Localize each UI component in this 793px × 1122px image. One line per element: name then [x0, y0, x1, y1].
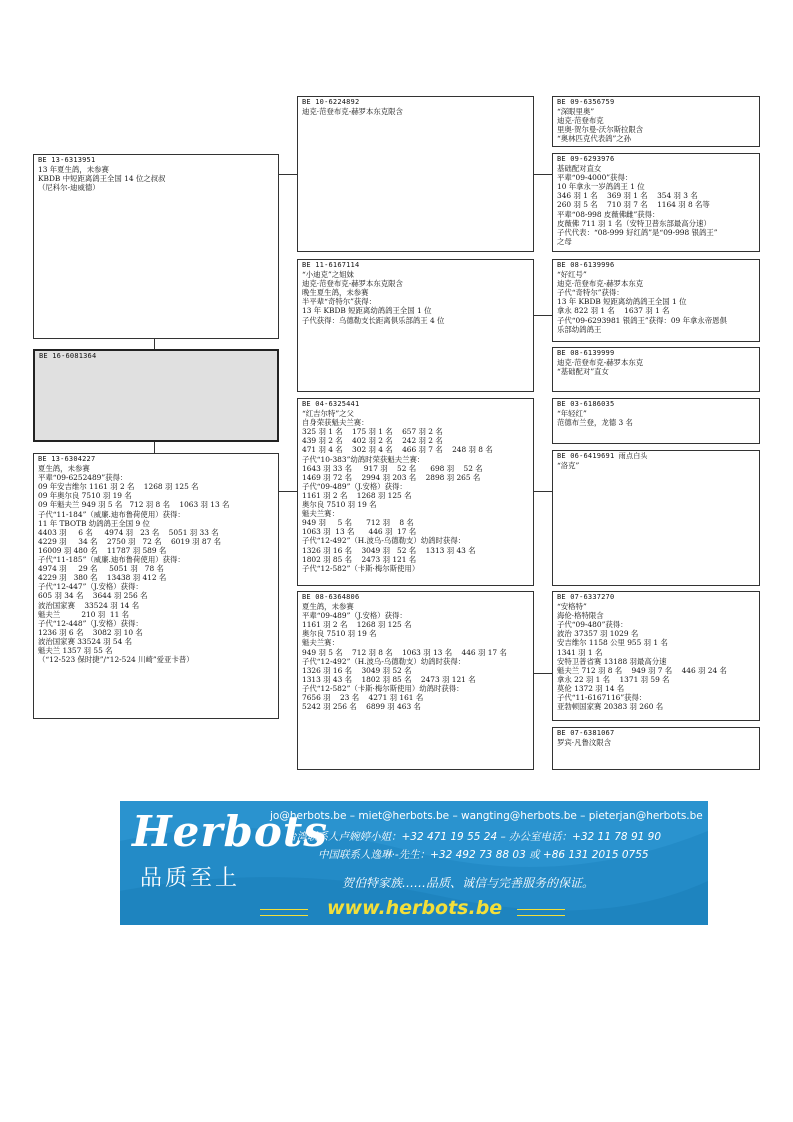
pedigree-line: 波治国家赛 33524 羽 14 名 — [38, 600, 140, 610]
ggp-box-8 — [552, 727, 760, 770]
ring-number: BE 13-6313951 — [38, 156, 96, 164]
pedigree-line: 拿永 22 羽 1 名 1371 羽 59 名 — [557, 674, 670, 684]
pedigree-line: 奥尔良 7510 羽 19 名 — [302, 500, 377, 510]
pedigree-line: 605 羽 34 名 3644 羽 256 名 — [38, 591, 148, 601]
china-contact: 中国联系人逸琳·-先生：+32 492 73 88 03 或 +86 131 2015 0755 — [318, 849, 649, 861]
pedigree-line: 皮薇佛 711 羽 1 名（安特卫普东部最高分速） — [557, 218, 711, 228]
pedigree-line: 13 年 KBDB 短距离幼鸽鸽王全国 1 位 — [557, 297, 687, 307]
pedigree-line: 7656 羽 23 名 4271 羽 161 名 — [302, 693, 424, 703]
pedigree-line: 半平辈“奇特尔”获得： — [302, 297, 377, 307]
pedigree-line: 1341 羽 1 名 — [557, 647, 603, 657]
pedigree-line: 1326 羽 16 名 3049 羽 52 名 — [302, 665, 412, 675]
pedigree-line: 1802 羽 85 名 2473 羽 121 名 — [302, 554, 417, 564]
pedigree-line: 子代“12-582”（卡斯·梅尔斯使用） — [302, 563, 420, 573]
sire-sire-box — [297, 96, 534, 252]
decorative-lines-right — [517, 909, 565, 916]
dam-sire-box — [297, 398, 534, 586]
pedigree-line: 子代“09-489”（J.安格）获得： — [302, 481, 407, 491]
pedigree-line: 魁夫兰 1357 羽 55 名 — [38, 645, 113, 655]
taiwan-contact: 台湾联系人卢婉婷小姐：+32 471 19 55 24 – 办公室电话：+32 11 78 91 90 — [286, 831, 662, 843]
pedigree-line: 949 羽 5 名 712 羽 8 名 — [302, 518, 414, 528]
pedigree-line: 拿永 822 羽 1 名 1637 羽 1 名 — [557, 306, 670, 316]
connector — [534, 315, 552, 316]
dam-dam-box — [297, 591, 534, 770]
ggp-box-3 — [552, 259, 760, 342]
pedigree-line: 莫伦 1372 羽 14 名 — [557, 683, 625, 693]
pedigree-line: 4403 羽 6 名 4974 羽 23 名 5051 羽 33 名 — [38, 527, 219, 537]
pedigree-line: “红吉尔特”之父 — [302, 409, 354, 419]
ring-number: BE 07-6337270 — [557, 593, 615, 601]
pedigree-line: 魁夫兰赛： — [302, 638, 339, 648]
connector — [534, 174, 552, 175]
pedigree-line: 325 羽 1 名 175 羽 1 名 657 羽 2 名 — [302, 427, 443, 437]
pedigree-line: 1063 羽 13 名 446 羽 17 名 — [302, 527, 417, 537]
pedigree-line: 魁夫兰 712 羽 8 名 949 羽 7 名 446 羽 24 名 — [557, 665, 727, 675]
pedigree-line: 4974 羽 29 名 5051 羽 78 名 — [38, 564, 164, 574]
pedigree-line: KBDB 中短距离鸽王全国 14 位之叔叔 — [38, 174, 166, 184]
pedigree-line: 平辈“09-6252489”获得： — [38, 473, 128, 483]
pedigree-line: 子代“12-447”（J.安格）获得： — [38, 582, 143, 592]
ring-number: BE 11-6167114 — [302, 261, 360, 269]
connector — [534, 491, 552, 492]
pedigree-line: 09 年魁夫兰 949 羽 5 名 712 羽 8 名 1063 羽 13 名 — [38, 500, 230, 510]
pedigree-line: 基础配对直女 — [557, 164, 602, 174]
pedigree-line: 魁夫兰 210 羽 11 名 — [38, 609, 130, 619]
pedigree-line: 1236 羽 6 名 3082 羽 10 名 — [38, 627, 143, 637]
pedigree-line: 子代“11-6167116”获得： — [557, 693, 647, 703]
pedigree-line: 夏生鸽，未参赛 — [302, 602, 354, 612]
ring-number: BE 04-6325441 — [302, 400, 360, 408]
pedigree-line: 里奥·贺尔曼-沃尔斯拉限含 — [557, 125, 644, 135]
pedigree-line: 平辈“09-489”（J.安格）获得： — [302, 611, 407, 621]
herbots-logo: Herbots — [132, 807, 328, 856]
pedigree-line: 1326 羽 16 名 3049 羽 52 名 1313 羽 43 名 — [302, 545, 476, 555]
pedigree-line: 子代“奇特尔”获得： — [557, 288, 624, 298]
pedigree-line: 子代“11-185”（威廉.迪布鲁荷使用）获得： — [38, 555, 185, 565]
pedigree-line: 罗宾·凡鲁汶限含 — [557, 738, 612, 748]
pedigree-line: “深眼里奥” — [557, 107, 595, 117]
pedigree-line: 迪克·范登布克-赫罗本东克限含 — [302, 279, 403, 289]
ring-number: BE 07-6381067 — [557, 729, 615, 737]
pedigree-line: 439 羽 2 名 402 羽 2 名 242 羽 2 名 — [302, 436, 443, 446]
ring-number: BE 08-6139996 — [557, 261, 615, 269]
pedigree-line: 10 年拿永一岁鸽鸽王 1 位 — [557, 182, 645, 192]
subject-box — [33, 349, 279, 442]
connector — [534, 673, 552, 674]
ring-number: BE 06-6419691 雨点白头 — [557, 452, 648, 460]
pedigree-line: 346 羽 1 名 369 羽 1 名 354 羽 3 名 — [557, 191, 698, 201]
ring-number: BE 09-6293976 — [557, 155, 615, 163]
pedigree-line: 13 年 KBDB 短距离幼鸽鸽王全国 1 位 — [302, 306, 432, 316]
pedigree-line: 子代“11-184”（威廉.迪布鲁荷使用）获得： — [38, 509, 185, 519]
pedigree-line: “年轻红” — [557, 409, 587, 419]
pedigree-line: 1469 羽 72 名 2994 羽 203 名 2898 羽 265 名 — [302, 472, 481, 482]
pedigree-line: 子代“12-492”（H.波乌-乌德勒支）幼鸽时获得： — [302, 656, 466, 666]
pedigree-line: 1643 羽 33 名 917 羽 52 名 698 羽 52 名 — [302, 463, 483, 473]
pedigree-line: 260 羽 5 名 710 羽 7 名 1164 羽 8 名等 — [557, 200, 710, 210]
pedigree-line: 迪克·范登布克-赫罗本东克 — [557, 358, 644, 368]
pedigree-line: 5242 羽 256 名 6899 羽 463 名 — [302, 702, 421, 712]
ggp-box-1 — [552, 96, 760, 147]
pedigree-line: 1161 羽 2 名 1268 羽 125 名 — [302, 620, 412, 630]
pedigree-line: 之母 — [557, 236, 572, 246]
ggp-box-6 — [552, 450, 760, 586]
pedigree-line: 波治国家赛 33524 羽 54 名 — [38, 636, 133, 646]
pedigree-line: 子代代表：“08-999 好红鸽”是“09-998 银鸽王” — [557, 227, 718, 237]
pedigree-line: 波治 37357 羽 1029 名 — [557, 629, 639, 639]
pedigree-line: 子代获得：乌德勒支长距离俱乐部鸽王 4 位 — [302, 315, 445, 325]
pedigree-line: 471 羽 4 名 302 羽 4 名 466 羽 7 名 248 羽 8 名 — [302, 445, 493, 455]
ring-number: BE 08-6364806 — [302, 593, 360, 601]
pedigree-line: 安吉维尔 1158 公里 955 羽 1 名 — [557, 638, 668, 648]
pedigree-line: 平辈“08-998 皮薇佛雌”获得： — [557, 209, 660, 219]
pedigree-line: 夏生鸽，未参赛 — [38, 464, 90, 474]
pedigree-line: 子代“09-480”获得： — [557, 620, 628, 630]
pedigree-line: 子代“12-448”（J.安格）获得： — [38, 618, 143, 628]
pedigree-line: 晚生夏生鸽，未参赛 — [302, 288, 369, 298]
pedigree-line: 子代“12-492”（H.波乌-乌德勒支）幼鸽时获得： — [302, 536, 466, 546]
pedigree-line: 迪克·范登布克-赫罗本东克限含 — [302, 107, 403, 117]
pedigree-line: 子代“09-6293981 银鸽王”获得：09 年拿永帝恩俱 — [557, 315, 727, 325]
banner-slogan: 品质至上 — [140, 866, 241, 891]
pedigree-line: （尼科尔-迪威德） — [38, 183, 100, 193]
pedigree-line: 奥尔良 7510 羽 19 名 — [302, 629, 377, 639]
ring-number: BE 08-6139999 — [557, 349, 615, 357]
pedigree-line: 迪克·范登布克 — [557, 116, 604, 126]
pedigree-line: “好红号” — [557, 270, 587, 280]
herbots-banner — [120, 801, 708, 925]
connector — [278, 491, 297, 492]
ring-number: BE 03-6186035 — [557, 400, 615, 408]
ggp-box-7 — [552, 591, 760, 721]
pedigree-line: 4229 羽 380 名 13438 羽 412 名 — [38, 573, 167, 583]
pedigree-line: 乐部幼鸽鸽王 — [557, 324, 602, 334]
pedigree-line: 安特卫普省赛 13188 羽最高分速 — [557, 656, 667, 666]
pedigree-line: （“12-523 保时捷”/“12-524 川崎”爱亚卡普） — [38, 655, 194, 665]
pedigree-line: 平辈“09-4000”获得： — [557, 173, 633, 183]
banner-emails[interactable]: jo@herbots.be – miet@herbots.be – wangting@herbots.be – pieterjan@herbots.be — [270, 810, 703, 822]
pedigree-line: “安格特” — [557, 602, 587, 612]
pedigree-line: 子代“10-383”幼鸽时荣获魁夫兰赛： — [302, 454, 425, 464]
sire-box — [33, 154, 279, 339]
pedigree-line: 09 年安吉维尔 1161 羽 2 名 1268 羽 125 名 — [38, 482, 199, 492]
pedigree-line: 11 年 TBOTB 幼鸽鸽王全国 9 位 — [38, 518, 150, 528]
pedigree-line: 子代“12-582”（卡斯·梅尔斯使用）幼鸽时获得： — [302, 683, 464, 693]
pedigree-line: 亚勃顿国家赛 20383 羽 260 名 — [557, 702, 664, 712]
pedigree-line: 自身荣获魁夫兰赛： — [302, 418, 369, 428]
website-link[interactable]: www.herbots.be — [327, 897, 503, 919]
pedigree-line: 949 羽 5 名 712 羽 8 名 1063 羽 13 名 446 羽 17 名 — [302, 647, 507, 657]
pedigree-line: 1313 羽 43 名 1802 羽 85 名 2473 羽 121 名 — [302, 674, 476, 684]
pedigree-line: “奥林匹克代表鸽”之孙 — [557, 134, 632, 144]
ring-number: BE 10-6224892 — [302, 98, 360, 106]
pedigree-line: 范德布兰登，龙德 3 名 — [557, 418, 633, 428]
connector — [278, 174, 297, 175]
pedigree-line: 09 年奥尔良 7510 羽 19 名 — [38, 491, 132, 501]
pedigree-line: “小迪克”之姐妹 — [302, 270, 354, 280]
pedigree-line: “基础配对”直女 — [557, 367, 609, 377]
pedigree-line: 魁夫兰赛： — [302, 509, 339, 519]
ring-number: BE 09-6356759 — [557, 98, 615, 106]
pedigree-line: 4229 羽 34 名 2750 羽 72 名 6019 羽 87 名 — [38, 536, 222, 546]
sire-dam-box — [297, 259, 534, 392]
banner-motto: 贺伯特家族……品质、诚信与完善服务的保证。 — [342, 876, 595, 890]
pedigree-line: 16009 羽 480 名 11787 羽 589 名 — [38, 545, 167, 555]
pedigree-line: “洛克” — [557, 461, 580, 471]
ggp-box-5 — [552, 398, 760, 444]
ggp-box-4 — [552, 347, 760, 392]
pedigree-line: 13 年夏生鸽，未参赛 — [38, 165, 109, 175]
pedigree-line: 迪克·范登布克-赫罗本东克 — [557, 279, 644, 289]
dam-box — [33, 453, 279, 719]
ring-number: BE 16-6081364 — [39, 352, 97, 360]
decorative-lines-left — [260, 909, 308, 916]
ring-number: BE 13-6304227 — [38, 455, 96, 463]
pedigree-line: 海伦·格特限含 — [557, 611, 604, 621]
ggp-box-2 — [552, 153, 760, 252]
pedigree-line: 1161 羽 2 名 1268 羽 125 名 — [302, 490, 412, 500]
